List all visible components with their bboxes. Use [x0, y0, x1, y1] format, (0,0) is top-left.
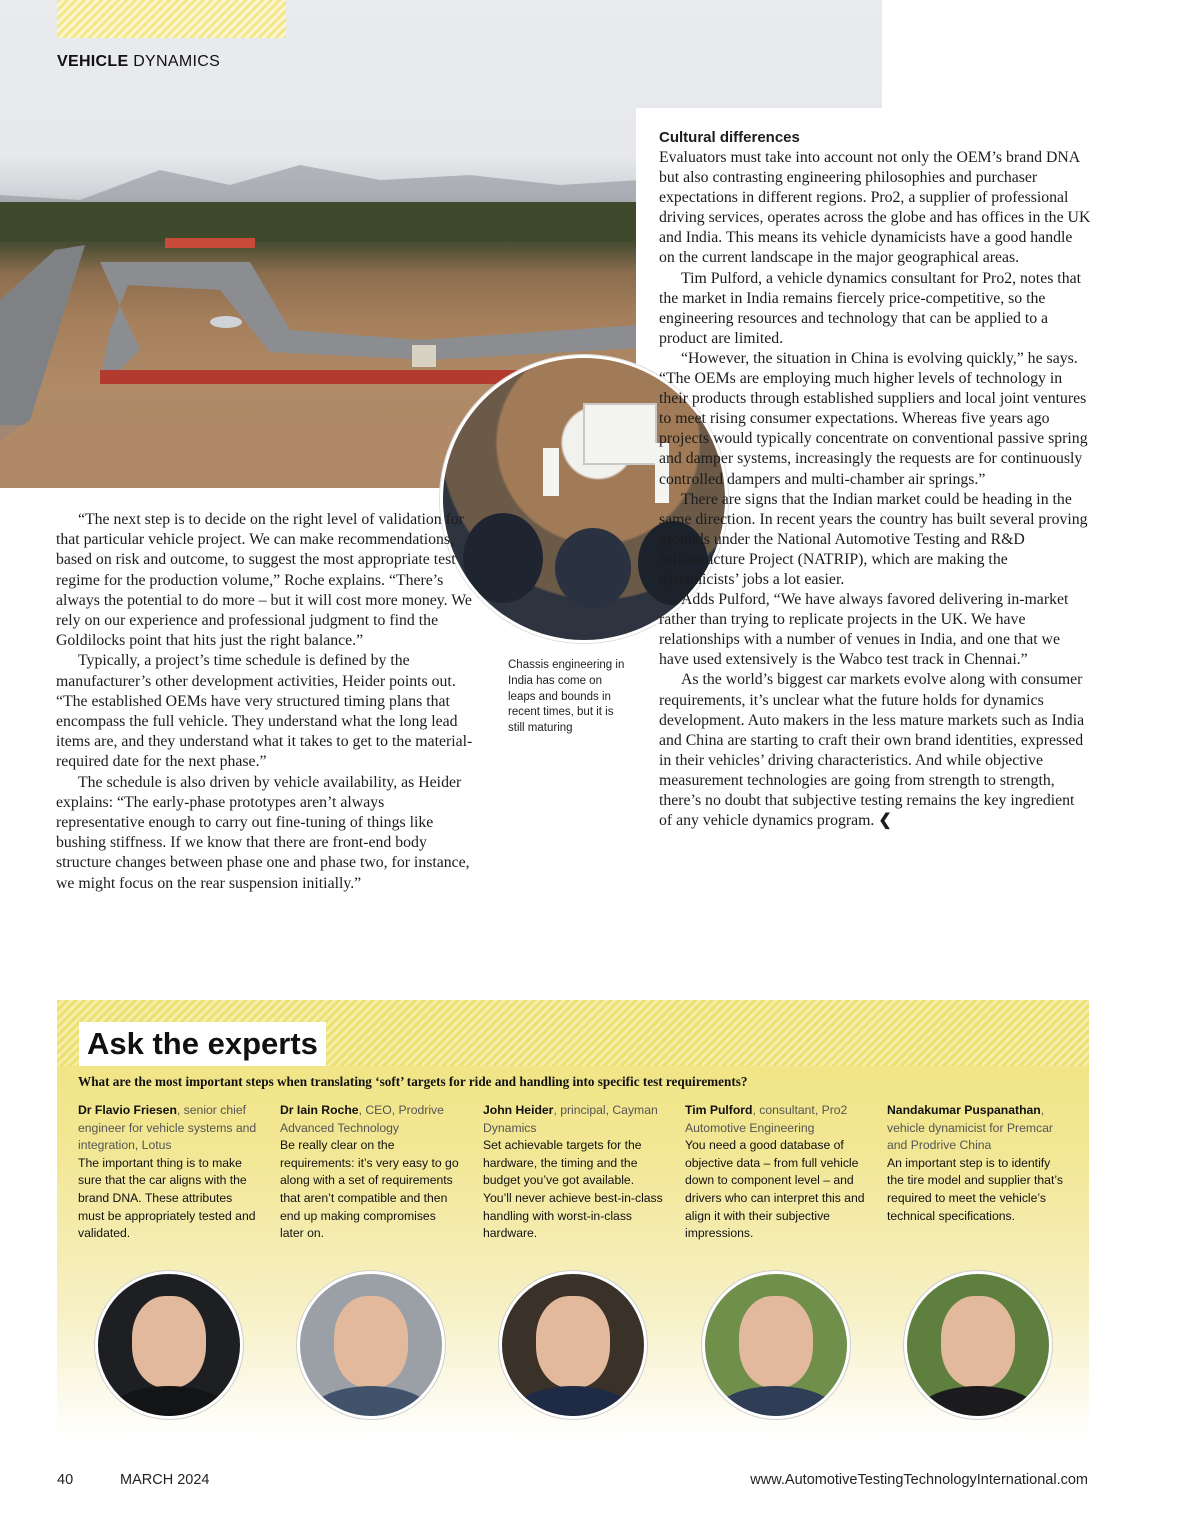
straight-road [0, 245, 85, 440]
portrait-shirt [106, 1386, 232, 1419]
paragraph: Typically, a project’s time schedule is defined by the manufacturer’s other development activities, Heider points out. “The established OEMs have very structured timing plans that encompass the full vehicle. They understand what the long lead items are, and they understand what it takes to get to the material-required date for the next phase.” [56, 652, 473, 771]
paragraph-text: As the world’s biggest car markets evolve along with consumer requirements, it’s unclear what the future holds for dynamics development. Auto makers in the less mature markets such as India and China are starting to craft their own brand identities, expressed in their vehicles’ driving characteristics. And while objective measurement technologies are going from strength to strength, there’s no doubt that subjective testing remains the key ingredient of any vehicle dynamics program. [659, 671, 1085, 830]
expert-name: John Heider [483, 1103, 554, 1117]
expert-portrait [904, 1271, 1052, 1419]
expert-answer: You need a good database of objective data – from full vehicle down to component level – and drivers who can interpret this and align it with their subjective impressions. [685, 1138, 865, 1241]
expert-name: Dr Iain Roche [280, 1103, 359, 1117]
portrait-face [334, 1296, 408, 1388]
left-column [56, 510, 474, 894]
portrait-shirt [510, 1386, 636, 1419]
expert-answer: An important step is to identify the tire model and supplier that’s required to meet the vehicle’s technical specifications. [887, 1155, 1063, 1223]
expert-role: , senior chief engineer for vehicle systems and integration, Lotus [78, 1103, 257, 1153]
sponsor-banner [165, 238, 255, 248]
paragraph: “However, the situation in China is evolving quickly,” he says. “The OEMs are employing much higher levels of technology in their products through established suppliers and local joint ventures to meet rising consumer expectations. Whereas five years ago projects would typically concentrate on conventional passive spring and damper systems, increasingly the requests are for continuously controlled dampers and multi-chamber air springs.” [659, 349, 1088, 488]
inset-caption: Chassis engineering in India has come on leaps and bounds in recent times, but it is still maturing [508, 659, 625, 735]
paragraph: “The next step is to decide on the right level of validation for that particular vehicle project. We can make recommendations, based on risk and outcome, to suggest the most appropriate test regime for the production volume,” Roche explains. “There’s always the potential to do more – but it will cost more money. We rely on our experience and professional judgment to find the Goldilocks point that hits just the right balance.” [56, 511, 472, 650]
expert-entry [280, 1102, 460, 1243]
decorative-hatch [57, 0, 286, 38]
test-car [210, 316, 242, 328]
paragraph: Evaluators must take into account not only the OEM’s brand DNA but also contrasting engineering philosophies and purchaser expectations in different regions. Pro2, a supplier of professional driving services, operates across the globe and has offices in the UK and India. This means its vehicle dynamicists have a good handle on the current landscape in the major geographical areas. [659, 149, 1091, 267]
portrait-face [739, 1296, 813, 1388]
expert-answer: Set achievable targets for the hardware, the timing and the budget you’ve got available. You’ll never achieve best-in-class handling with worst-in-class hardware. [483, 1138, 663, 1241]
expert-portrait [702, 1271, 850, 1419]
marshal-post [412, 345, 436, 367]
experts-title: Ask the experts [79, 1022, 326, 1066]
expert-answer: The important thing is to make sure that the car aligns with the brand DNA. These attributes must be appropriately tested and validated. [78, 1155, 256, 1241]
expert-entry [78, 1102, 258, 1243]
portrait-face [132, 1296, 206, 1388]
distant-hills [0, 165, 640, 205]
expert-role: , principal, Cayman Dynamics [483, 1103, 658, 1135]
website-link[interactable]: www.AutomotiveTestingTechnologyInternational.com [750, 1472, 1088, 1488]
experts-question: What are the most important steps when translating ‘soft’ targets for ride and handling into specific test requirements? [78, 1074, 748, 1089]
portrait-face [536, 1296, 610, 1388]
expert-role: , CEO, Prodrive Advanced Technology [280, 1103, 444, 1135]
section-label-rest: DYNAMICS [128, 53, 221, 70]
expert-role: , vehicle dynamicist for Premcar and Prodrive China [887, 1103, 1053, 1153]
issue-date: MARCH 2024 [120, 1472, 210, 1488]
expert-entry [685, 1102, 865, 1243]
expert-entry [887, 1102, 1067, 1225]
expert-entry [483, 1102, 663, 1243]
palm-tree-line [0, 202, 640, 242]
subheading: Cultural differences [659, 129, 800, 146]
expert-portrait [95, 1271, 243, 1419]
right-column [659, 128, 1091, 831]
expert-name: Dr Flavio Friesen [78, 1103, 177, 1117]
portrait-shirt [308, 1386, 434, 1419]
presenter-left [543, 448, 559, 496]
expert-portrait [499, 1271, 647, 1419]
expert-portrait [297, 1271, 445, 1419]
page-number: 40 [57, 1472, 74, 1488]
end-mark-icon: ❮ [878, 812, 892, 830]
section-label [57, 53, 220, 71]
paragraph: Tim Pulford, a vehicle dynamics consultant for Pro2, notes that the market in India remains fiercely price-competitive, so the engineering resources and technology that can be applied to a product are limited. [659, 269, 1081, 347]
paragraph: There are signs that the Indian market could be heading in the same direction. In recent years the country has built several proving grounds under the National Automotive Testing and R&D Infrastructure Project (NATRIP), which are making the dynamicists’ jobs a lot easier. [659, 490, 1088, 588]
portrait-face [941, 1296, 1015, 1388]
paragraph [659, 670, 1091, 831]
portrait-shirt [713, 1386, 839, 1419]
expert-role: , consultant, Pro2 Automotive Engineering [685, 1103, 848, 1135]
expert-name: Nandakumar Puspanathan [887, 1103, 1041, 1117]
portrait-shirt [915, 1386, 1041, 1419]
paragraph: Adds Pulford, “We have always favored delivering in-market rather than trying to replicate projects in the UK. We have relationships with a number of venues in India, and one that we have used extensively is the Wabco test track in Chennai.” [659, 591, 1069, 669]
paragraph: The schedule is also driven by vehicle availability, as Heider explains: “The early-phase prototypes aren’t always representative enough to carry out fine-tuning of things like bushing stiffness. If we know that there are front-end body structure changes between phase one and phase two, for instance, we might focus on the rear suspension initially.” [56, 773, 470, 892]
audience-member [463, 513, 543, 603]
expert-answer: Be really clear on the requirements: it’s very easy to go along with a set of requirements that aren’t compatible and then end up making compromises later on. [280, 1138, 459, 1241]
expert-name: Tim Pulford [685, 1103, 753, 1117]
audience-member [555, 528, 631, 608]
section-label-bold: VEHICLE [57, 53, 129, 70]
